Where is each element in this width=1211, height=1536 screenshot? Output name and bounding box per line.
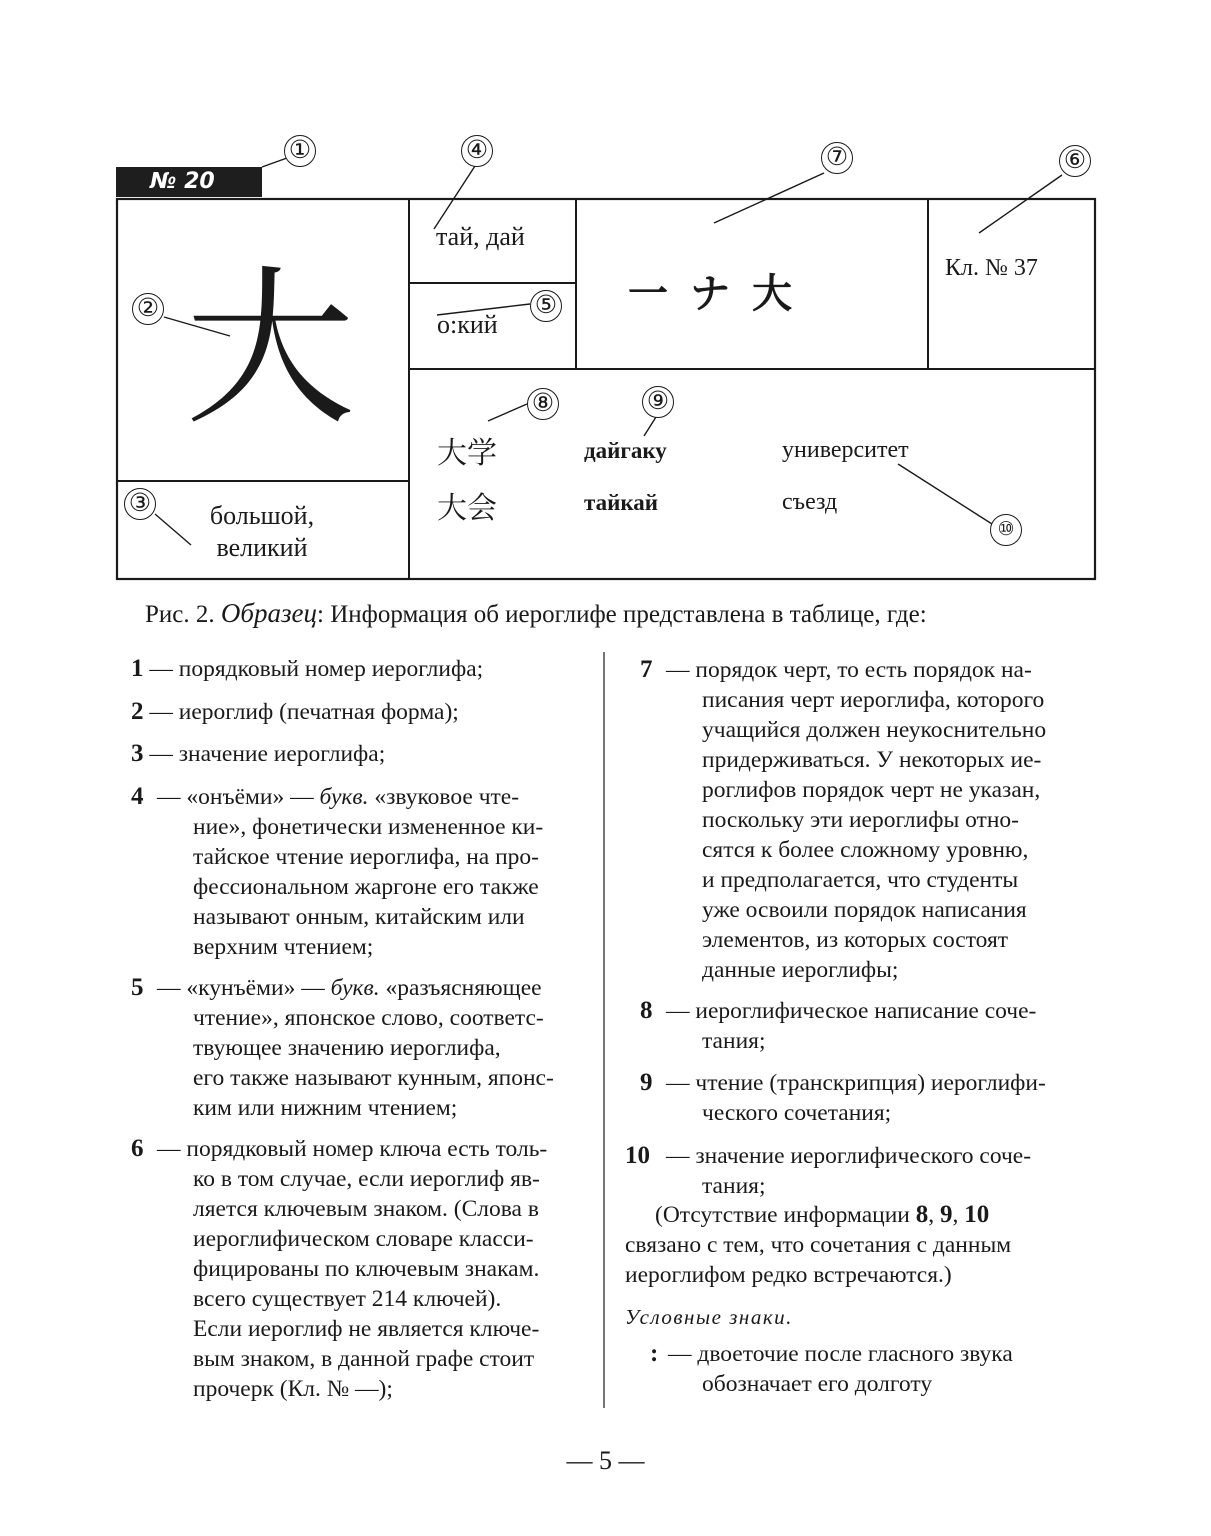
compound-reading: дайгаку — [584, 438, 667, 463]
entry-number: 10 — [625, 1142, 650, 1169]
compound-translation: съезд — [782, 489, 838, 515]
absence-note — [625, 1200, 1095, 1290]
entry-line: фицированы по ключевым знакам. — [193, 1256, 540, 1282]
callout-1: ① — [284, 135, 316, 167]
entry-line: ко в том случае, если иероглиф яв- — [193, 1166, 540, 1192]
entry-line: Если иероглиф не является ключе- — [193, 1316, 540, 1342]
entry-line: — порядковый номер ключа есть толь- — [157, 1136, 548, 1162]
page-number: — 5 — — [566, 1446, 645, 1475]
entry-line: — порядок черт, то есть порядок на- — [666, 657, 1032, 683]
entry-number: 5 — [131, 974, 144, 1001]
entry-1 — [131, 654, 587, 684]
entry-line: данные иероглифы; — [702, 957, 899, 983]
entry-line: учащийся должен неукоснительно — [702, 717, 1047, 743]
compound-reading: тайкай — [584, 490, 658, 515]
callout-9: ⑨ — [642, 386, 674, 418]
stroke-step: 大 — [752, 271, 792, 317]
compound-translation: университет — [782, 437, 909, 463]
entry-line: ким или нижним чтением; — [193, 1095, 458, 1121]
entry-line: тания; — [702, 1173, 766, 1199]
entry-text: — порядковый номер иероглифа; — [149, 656, 484, 682]
entry-line: прочерк (Кл. № —); — [193, 1376, 393, 1402]
entry-text: — значение иероглифа; — [149, 741, 386, 767]
callout-2: ② — [132, 293, 164, 325]
entry-line: иероглифическом словаре класси- — [193, 1226, 534, 1252]
note-line: связано с тем, что сочетания с данным — [625, 1232, 1012, 1258]
entry-line: тания; — [702, 1028, 766, 1054]
entry-2 — [131, 697, 587, 727]
entry-line: твующее значению иероглифа, — [193, 1035, 501, 1061]
entry-number: 6 — [131, 1135, 144, 1162]
stroke-step: ナ — [690, 271, 730, 317]
entry-number: 4 — [131, 783, 144, 810]
main-kanji: 大 — [185, 251, 356, 449]
callout-3: ③ — [124, 488, 156, 520]
entry-9 — [640, 1068, 1095, 1128]
figure-caption — [145, 598, 927, 629]
entry-5 — [131, 973, 587, 1123]
entry-line: — «кунъёми» — букв. «разъясняющее — [157, 975, 542, 1001]
entry-line: писания черт иероглифа, которого — [702, 687, 1045, 713]
stroke-order — [628, 262, 792, 319]
entry-number: 9 — [640, 1069, 653, 1096]
radical-number: Кл. № 37 — [945, 255, 1038, 281]
callout-4: ④ — [461, 135, 493, 167]
entry-line: ческого сочетания; — [702, 1100, 892, 1126]
entry-line: называют онным, китайским или — [193, 904, 525, 930]
entry-number: 7 — [640, 656, 653, 683]
entry-line: тайское чтение иероглифа, на про- — [193, 844, 539, 870]
entry-number: 1 — [131, 655, 144, 682]
caption-italic: Образец — [220, 598, 317, 628]
entry-number: 8 — [640, 997, 653, 1024]
entry-line: — иероглифическое написание соче- — [666, 998, 1037, 1024]
onyomi-reading: тай, дай — [436, 222, 525, 251]
legend-symbol: : — [650, 1340, 659, 1367]
abbr: букв. — [319, 784, 369, 810]
entry-line: всего существует 214 ключей). — [193, 1286, 502, 1312]
entry-line: его также называют кунным, японс- — [193, 1065, 554, 1091]
kunyomi-reading: о:кий — [437, 310, 498, 339]
compound-kanji: 大学 — [437, 436, 497, 471]
entry-6 — [131, 1134, 587, 1404]
entry-8 — [640, 996, 1095, 1056]
kanji-number-badge: № 20 — [116, 167, 262, 197]
entry-line: ние», фонетически измененное ки- — [193, 814, 544, 840]
entry-number: 3 — [131, 740, 144, 767]
entry-line: верхним чтением; — [193, 934, 374, 960]
callout-10: ⑩ — [990, 514, 1022, 546]
note-line: (Отсутствие информации 8, 9, 10 — [655, 1201, 990, 1228]
meaning-line: большой, — [209, 501, 315, 530]
callout-8: ⑧ — [527, 388, 559, 420]
entry-3 — [131, 739, 587, 769]
callout-5: ⑤ — [530, 290, 562, 322]
meaning-line: великий — [216, 533, 308, 562]
entry-line: вым знаком, в данной графе стоит — [193, 1346, 535, 1372]
abbr: букв. — [330, 975, 380, 1001]
entry-text: — иероглиф (печатная форма); — [149, 699, 459, 725]
entry-line: — «онъёми» — букв. «звуковое чте- — [157, 784, 520, 810]
note-line: иероглифом редко встречаются.) — [625, 1262, 952, 1288]
caption-prefix: Рис. 2. — [145, 601, 215, 628]
entry-line: и предполагается, что студенты — [702, 867, 1019, 893]
legend-line: — двоеточие после гласного звука — [668, 1341, 1013, 1367]
entry-number: 2 — [131, 698, 144, 725]
callout-6: ⑥ — [1059, 145, 1091, 177]
callout-7: ⑦ — [821, 142, 853, 174]
entry-line: роглифов порядок черт не указан, — [702, 777, 1041, 803]
entry-10 — [625, 1141, 1095, 1201]
entry-line: придерживаться. У некоторых ие- — [702, 747, 1042, 773]
kanji-meaning — [180, 500, 344, 564]
entry-line: ляется ключевым знаком. (Слова в — [193, 1196, 539, 1222]
entry-7 — [640, 655, 1095, 985]
entry-line: — чтение (транскрипция) иероглифи- — [666, 1070, 1046, 1096]
legend-entry — [650, 1339, 1095, 1399]
entry-line: фессиональном жаргоне его также — [193, 874, 539, 900]
entry-line: сятся к более сложному уровню, — [702, 837, 1029, 863]
legend-title: Условные знаки. — [625, 1305, 793, 1329]
entry-line: — значение иероглифического соче- — [666, 1143, 1032, 1169]
legend-line: обозначает его долготу — [702, 1371, 933, 1397]
stroke-step: 一 — [628, 271, 668, 317]
entry-line: уже освоили порядок написания — [702, 897, 1027, 923]
entry-line: поскольку эти иероглифы отно- — [702, 807, 1019, 833]
compound-kanji: 大会 — [437, 491, 497, 526]
caption-text: : Информация об иероглифе представлена в таблице, где: — [317, 601, 927, 628]
entry-line: чтение», японское слово, соответс- — [193, 1005, 544, 1031]
entry-4 — [131, 782, 587, 962]
entry-line: элементов, из которых состоят — [702, 927, 1009, 953]
